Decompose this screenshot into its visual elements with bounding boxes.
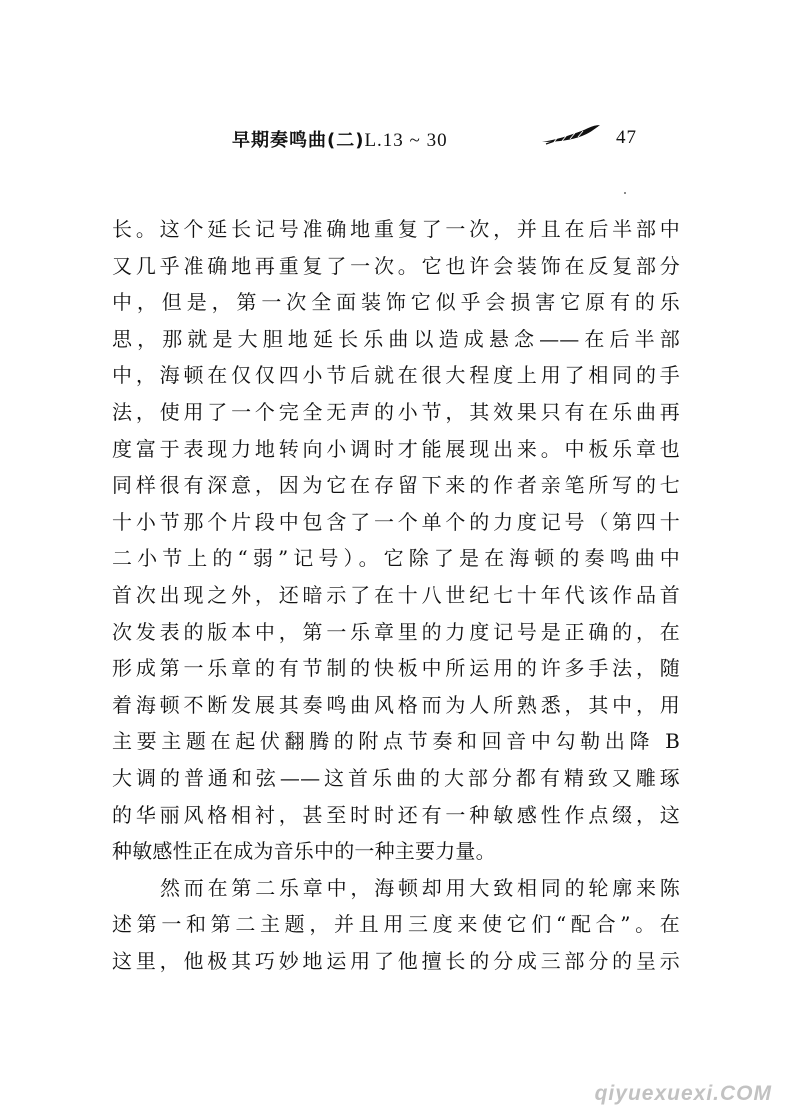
text-line: 大调的普通和弦——这首乐曲的大部分都有精致又雕琢 (112, 765, 680, 790)
text-line: 思，那就是大胆地延长乐曲以造成悬念——在后半部 (112, 326, 680, 351)
chapter-title-text: 早期奏鸣曲(二) (232, 130, 365, 151)
text-line: 述第一和第二主题，并且用三度来使它们“配合”。在 (112, 912, 680, 937)
text-line: 中，但是，第一次全面装饰它似乎会损害它原有的乐 (112, 290, 680, 315)
body-text (112, 211, 680, 979)
text-line: 然而在第二乐章中，海顿却用大致相同的轮廓来陈 (160, 875, 680, 900)
text-line: 主要主题在起伏翻腾的附点节奏和回音中勾勒出降 B (112, 729, 680, 754)
chapter-title (232, 126, 448, 152)
text-line: 中，海顿在仅仅四小节后就在很大程度上用了相同的手 (112, 363, 680, 388)
text-line: 长。这个延长记号准确地重复了一次，并且在后半部中 (112, 217, 680, 241)
page-number: 47 (616, 127, 637, 148)
text-line: 首次出现之外，还暗示了在十八世纪七十年代该作品首 (112, 582, 680, 607)
feather-ornament-icon (540, 124, 602, 150)
chapter-range: L.13 ~ 30 (364, 130, 448, 151)
text-line: 的华丽风格相衬，甚至时时还有一种敏感性作点缀，这 (112, 802, 680, 827)
scan-speck (624, 192, 626, 194)
text-line: 二小节上的“弱”记号）。它除了是在海顿的奏鸣曲中 (112, 546, 680, 571)
text-line: 次发表的版本中，第一乐章里的力度记号是正确的，在 (112, 619, 680, 644)
paragraph-1 (112, 211, 680, 870)
text-line: 度富于表现力地转向小调时才能展现出来。中板乐章也 (112, 436, 680, 461)
paragraph-2 (112, 870, 680, 980)
text-line: 同样很有深意，因为它在存留下来的作者亲笔所写的七 (112, 473, 680, 498)
text-line: 法，使用了一个完全无声的小节，其效果只有在乐曲再 (112, 399, 680, 424)
text-line: 十小节那个片段中包含了一个单个的力度记号（第四十 (112, 509, 680, 534)
text-line: 又几乎准确地再重复了一次。它也许会装饰在反复部分 (112, 253, 680, 278)
text-line: 种敏感性正在成为音乐中的一种主要力量。 (112, 839, 496, 864)
running-header (232, 118, 662, 158)
site-watermark: qiyuexuexi.COM (594, 1082, 772, 1105)
text-line: 形成第一乐章的有节制的快板中所运用的许多手法，随 (112, 656, 680, 681)
text-line: 着海顿不断发展其奏鸣曲风格而为人所熟悉，其中，用 (112, 692, 680, 717)
text-line: 这里，他极其巧妙地运用了他擅长的分成三部分的呈示 (112, 948, 680, 973)
